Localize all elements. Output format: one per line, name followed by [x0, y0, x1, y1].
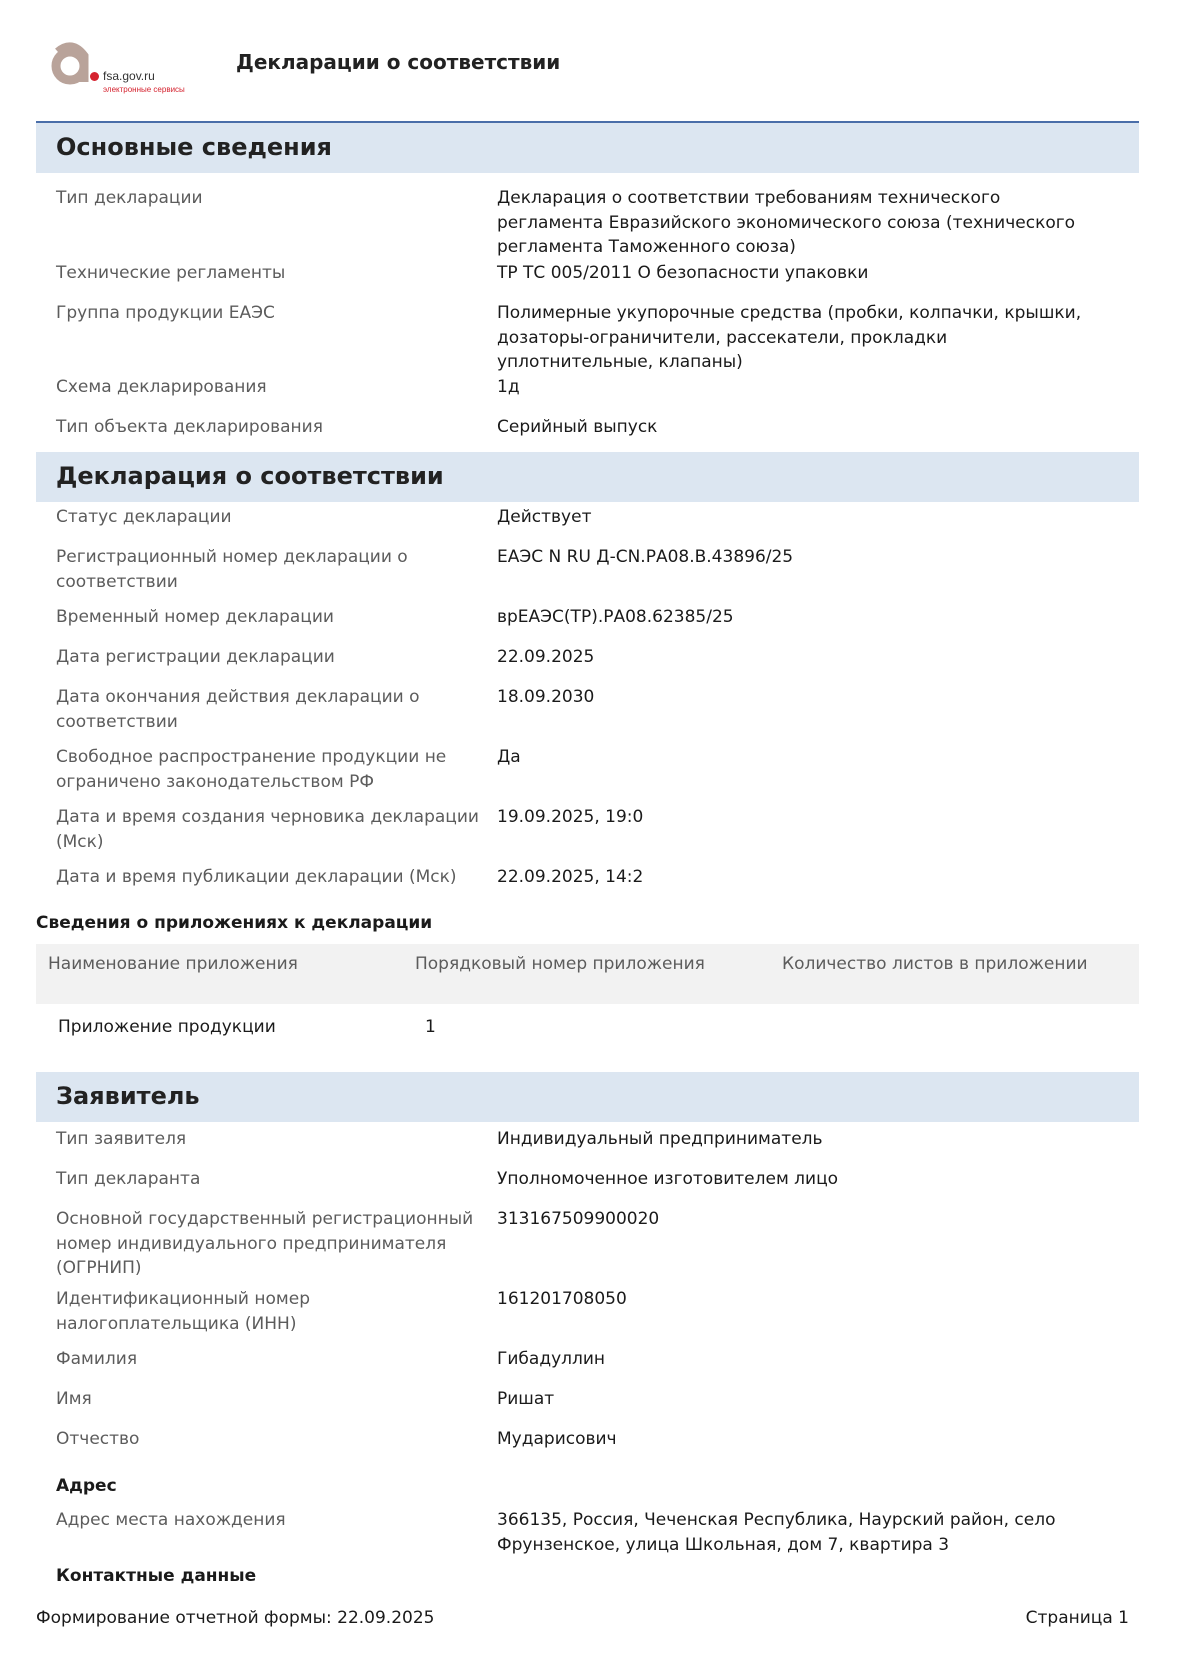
field-label: Имя	[56, 1389, 92, 1409]
field-value: 22.09.2025	[497, 647, 595, 667]
field-label: Тип декларации	[56, 188, 203, 208]
field-value: врЕАЭС(ТР).РА08.62385/25	[497, 607, 734, 627]
column-header: Количество листов в приложении	[782, 954, 1088, 974]
field-label: Дата и время создания черновика декларации (Мск)	[56, 807, 479, 852]
field-value: Уполномоченное изготовителем лицо	[497, 1169, 839, 1189]
attachment-number-cell: 1	[425, 1017, 436, 1037]
field-label: Отчество	[56, 1429, 140, 1449]
section-applicant-header	[36, 1072, 1139, 1122]
field-label: Тип заявителя	[56, 1129, 187, 1149]
field-label: Схема декларирования	[56, 377, 267, 397]
section-applicant-title: Заявитель	[56, 1082, 200, 1110]
logo-subtitle: электронные сервисы	[103, 85, 185, 94]
field-label: Регистрационный номер декларации о соответствии	[56, 547, 408, 592]
document-title: Декларации о соответствии	[236, 50, 561, 74]
field-value: Действует	[497, 507, 592, 527]
attachments-table-header	[36, 944, 1139, 1004]
field-value: Мударисович	[497, 1429, 617, 1449]
footer-generated-date: Формирование отчетной формы: 22.09.2025	[36, 1608, 435, 1628]
field-label: Свободное распространение продукции не ограничено законодательством РФ	[56, 747, 447, 792]
attachments-heading: Сведения о приложениях к декларации	[36, 913, 433, 933]
field-value: Полимерные укупорочные средства (пробки, колпачки, крышки, дозаторы-ограничители, рассекатели, прокладки уплотнительные, клапаны)	[497, 303, 1082, 372]
section-basic-header	[36, 123, 1139, 173]
field-value: ЕАЭС N RU Д-CN.РА08.В.43896/25	[497, 547, 794, 567]
section-declaration-header	[36, 452, 1139, 502]
column-header: Наименование приложения	[48, 954, 298, 974]
field-value: Да	[497, 747, 521, 767]
field-label: Дата и время публикации декларации (Мск)	[56, 867, 457, 887]
page-header	[0, 0, 1183, 118]
field-label: Основной государственный регистрационный номер индивидуального предпринимателя (ОГРНИП)	[56, 1209, 474, 1278]
field-label: Идентификационный номер налогоплательщика (ИНН)	[56, 1289, 310, 1334]
field-value: Индивидуальный предприниматель	[497, 1129, 823, 1149]
contacts-heading: Контактные данные	[56, 1566, 257, 1586]
section-declaration-title: Декларация о соответствии	[56, 462, 444, 490]
field-label: Технические регламенты	[56, 263, 286, 283]
field-label: Дата окончания действия декларации о соответствии	[56, 687, 420, 732]
field-label: Статус декларации	[56, 507, 232, 527]
field-value: ТР ТС 005/2011 О безопасности упаковки	[497, 263, 869, 283]
section-basic-title: Основные сведения	[56, 133, 332, 161]
field-value: 19.09.2025, 19:0	[497, 807, 644, 827]
field-value: Гибадуллин	[497, 1349, 606, 1369]
field-value: Серийный выпуск	[497, 417, 658, 437]
field-value: 161201708050	[497, 1289, 627, 1309]
field-value: 22.09.2025, 14:2	[497, 867, 644, 887]
footer-page-number: Страница 1	[1025, 1608, 1129, 1628]
field-value: 313167509900020	[497, 1209, 660, 1229]
column-header: Порядковый номер приложения	[415, 954, 705, 974]
field-label: Фамилия	[56, 1349, 138, 1369]
field-label: Временный номер декларации	[56, 607, 334, 627]
attachment-name-cell: Приложение продукции	[58, 1017, 276, 1037]
address-heading: Адрес	[56, 1476, 117, 1496]
field-value: Декларация о соответствии требованиям технического регламента Евразийского экономического союза (технического регламента Таможенного союза)	[497, 188, 1076, 257]
field-value: 366135, Россия, Чеченская Республика, Наурский район, село Фрунзенское, улица Школьная, дом 7, квартира 3	[497, 1510, 1056, 1555]
fsa-logo	[50, 42, 200, 102]
field-value: 18.09.2030	[497, 687, 595, 707]
fsa-logo-icon	[50, 42, 96, 88]
field-value: Ришат	[497, 1389, 555, 1409]
field-label: Группа продукции ЕАЭС	[56, 303, 275, 323]
field-label: Адрес места нахождения	[56, 1510, 286, 1530]
logo-red-dot	[90, 72, 99, 81]
field-label: Тип объекта декларирования	[56, 417, 323, 437]
field-value: 1д	[497, 377, 520, 397]
logo-site-text: fsa.gov.ru	[103, 69, 155, 83]
field-label: Дата регистрации декларации	[56, 647, 335, 667]
field-label: Тип декларанта	[56, 1169, 201, 1189]
